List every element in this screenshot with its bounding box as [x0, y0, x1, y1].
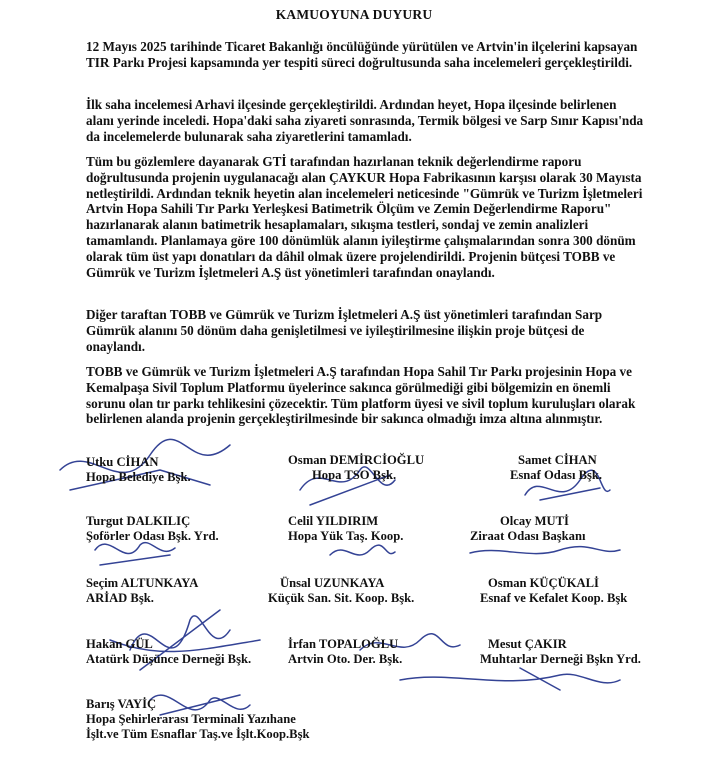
paragraph-sarp-customs: Diğer taraftan TOBB ve Gümrük ve Turizm İşletmeleri A.Ş üst yönetimleri tarafından Sarp Gümrük alanını 50 dönüm daha genişletilmesi ve iyileştirilmesine ilişkin proje bütçesi de onaylandı. — [86, 307, 603, 354]
signatory-title: Ziraat Odası Başkanı — [470, 529, 586, 543]
signatory-title: Atatürk Düşünce Derneği Bşk. — [86, 652, 252, 666]
signatory-name: Celil YILDIRIM — [288, 514, 379, 528]
signatory-name: Ünsal UZUNKAYA — [280, 576, 385, 590]
signatory-name: Utku CİHAN — [86, 455, 159, 469]
paragraph-first-inspection: İlk saha incelemesi Arhavi ilçesinde gerçekleştirildi. Ardından heyet, Hopa ilçesinde belirlenen alanı yerinde inceledi. Hopa'daki saha ziyareti sonrasında, Termik bölgesi ve Sarp Sınır Kapısı'nda da incelemelerde bulunarak saha ziyaretlerini tamamladı. — [86, 97, 644, 144]
signatory-4 — [86, 514, 219, 544]
signatory-name: İrfan TOPALOĞLU — [288, 637, 399, 651]
signatory-name: Turgut DALKILIÇ — [86, 514, 191, 528]
signatory-title-line-2: İşlt.ve Tüm Esnaflar Taş.ve İşlt.Koop.Bşk — [86, 727, 310, 741]
signatory-2 — [288, 453, 424, 483]
signatory-13 — [86, 697, 309, 742]
signatory-title: Esnaf Odası Bşk. — [510, 468, 603, 482]
paragraph-site-inspection: 12 Mayıs 2025 tarihinde Ticaret Bakanlığı öncülüğünde yürütülen ve Artvin'in ilçelerini kapsayan TIR Parkı Projesi kapsamında yer tespiti süreci doğrultusunda saha incelemeleri gerçekleştirildi. — [86, 39, 638, 70]
signatory-9 — [480, 576, 627, 606]
signatory-title: Şoförler Odası Bşk. Yrd. — [86, 529, 219, 543]
signatory-11 — [288, 637, 402, 667]
signatory-name: Seçim ALTUNKAYA — [86, 576, 199, 590]
signatory-title: ARİAD Bşk. — [86, 591, 154, 605]
signatory-name: Samet CİHAN — [518, 453, 597, 467]
signatory-name: Olcay MUTİ — [500, 514, 569, 528]
announcement-title: KAMUOYUNA DUYURU — [275, 7, 433, 22]
paragraph-platform-approval: TOBB ve Gümrük ve Turizm İşletmeleri A.Ş tarafından Hopa Sahil Tır Parkı projesinin Hopa ve Kemalpaşa Sivil Toplum Platformu üyelerince sakınca görülmediği gibi bölgemizin en önemli sorunu olan tır parkı tehlikesini çözecektir. Tüm platform üyesi ve sivil toplum kuruluşları olarak belirlenen alanda projenin gerçekleştirilmesinde bir sakınca olmadığı imza altına alınmıştır. — [86, 364, 636, 427]
signatory-title: Hopa Belediye Bşk. — [86, 470, 191, 484]
signatory-title: Hopa Yük Taş. Koop. — [288, 529, 404, 543]
signatory-name: Hakan GÜL — [86, 637, 153, 651]
signatory-7 — [86, 576, 198, 606]
signatory-name: Mesut ÇAKIR — [488, 637, 567, 651]
signatory-title: Esnaf ve Kefalet Koop. Bşk — [480, 591, 628, 605]
signatory-name: Barış VAYİÇ — [86, 697, 157, 711]
signatory-12 — [480, 637, 641, 667]
signatory-title: Artvin Oto. Der. Bşk. — [288, 652, 403, 666]
signatory-6 — [470, 514, 585, 544]
paragraph-technical-report: Tüm bu gözlemlere dayanarak GTİ tarafından hazırlanan teknik değerlendirme raporu doğrultusunda projenin uygulanacağı alan ÇAYKUR Hopa Fabrikasının karşısı olarak 30 Mayısta netleştirildi. Ardından teknik heyetin alan incelemeleri neticesinde "Gümrük ve Turizm İşletmeleri Artvin Hopa Sahili Tır Parkı Yerleşkesi Batimetrik Ölçüm ve Zemin Değerlendirme Raporu" hazırlanarak alanın batimetrik hesaplamaları, sıkışma testleri, sondaj ve zemin analizleri tamamlandı. Planlamaya göre 100 dönümlük alanın iyileştirme çalışmalarından sonra 300 dönüm olarak tüm üst yapı donatıları da dâhil olmak üzere projelendirildi. Projenin bütçesi TOBB ve Gümrük ve Turizm İşletmeleri A.Ş üst yönetimleri tarafından onaylandı. — [86, 154, 643, 280]
signatory-title: Hopa Şehirlerarası Terminali Yazıhane — [86, 712, 296, 726]
signatory-title: Küçük San. Sit. Koop. Bşk. — [268, 591, 415, 605]
signatory-title: Muhtarlar Derneği Bşkn Yrd. — [480, 652, 641, 666]
signatory-5 — [288, 514, 403, 544]
signatory-name: Osman KÜÇÜKALİ — [488, 576, 599, 590]
signatory-3 — [510, 453, 602, 483]
signatory-title: Hopa TSO Bşk. — [312, 468, 397, 482]
signatory-8 — [268, 576, 414, 606]
signatory-name: Osman DEMİRCİOĞLU — [288, 453, 425, 467]
signatory-10 — [86, 637, 251, 667]
signatory-1 — [86, 455, 191, 485]
